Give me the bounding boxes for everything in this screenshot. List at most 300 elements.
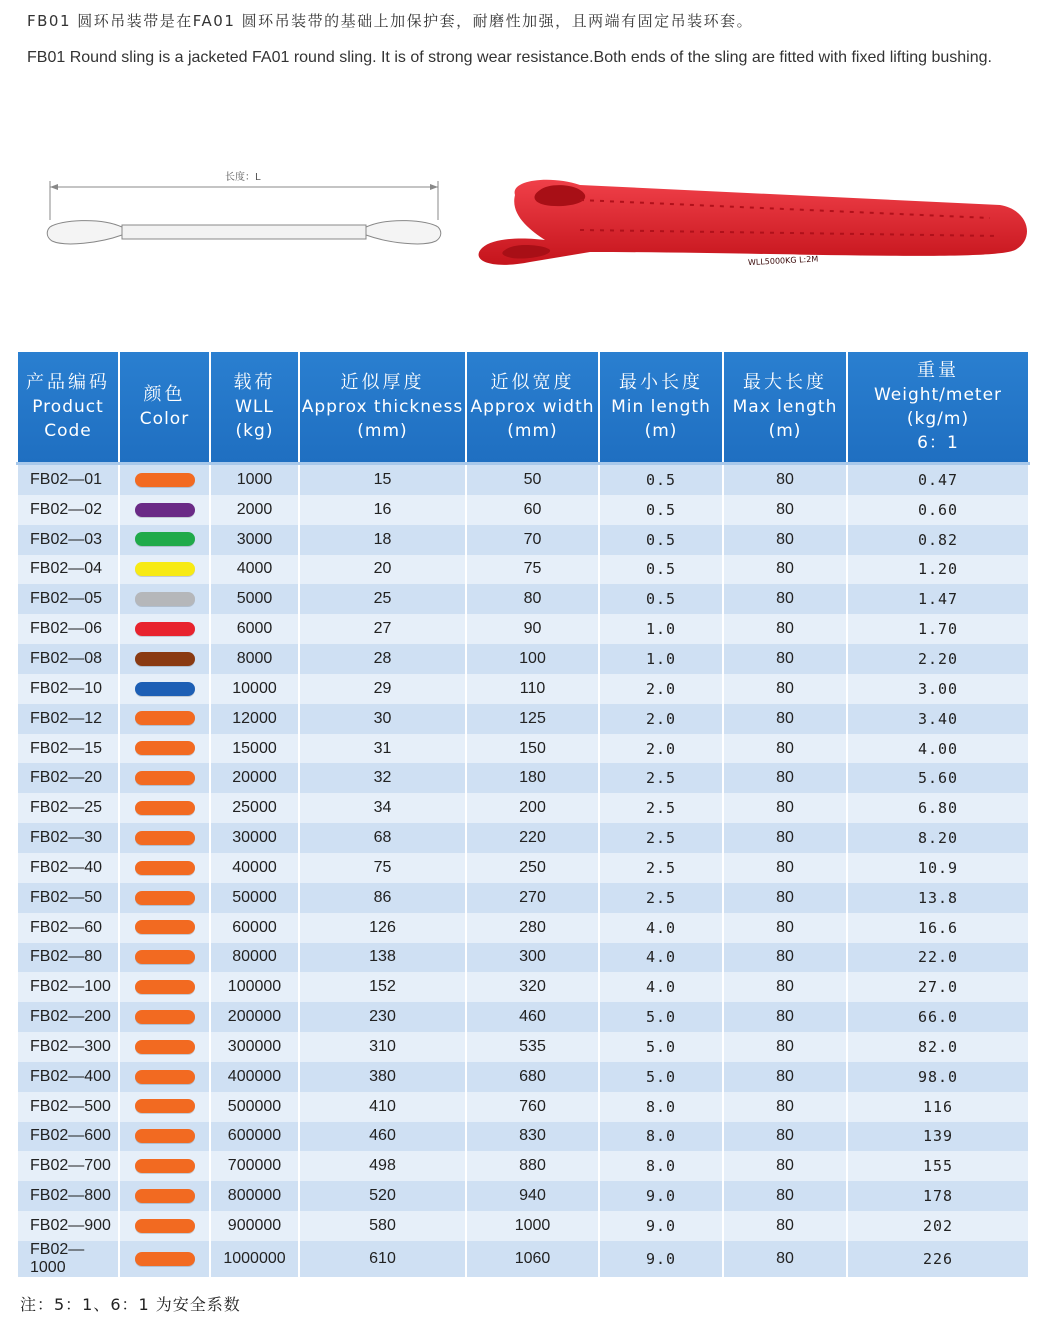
weight-value: 0.47 xyxy=(847,464,1029,495)
weight-value: 82.0 xyxy=(847,1032,1029,1062)
color-swatch xyxy=(119,495,210,525)
weight-value: 4.00 xyxy=(847,734,1029,764)
color-swatch xyxy=(119,525,210,555)
sling-label: WLL5000KG L:2M xyxy=(747,254,819,268)
product-code: FB02—800 xyxy=(17,1181,119,1211)
color-swatch-pill xyxy=(135,1189,195,1203)
weight-value: 0.82 xyxy=(847,525,1029,555)
min-length-value: 5.0 xyxy=(599,1002,723,1032)
product-code: FB02—300 xyxy=(17,1032,119,1062)
wll-value: 15000 xyxy=(210,734,299,764)
max-length-value: 80 xyxy=(723,883,847,913)
header-en1: Color xyxy=(139,409,190,429)
color-swatch-pill xyxy=(135,920,195,934)
color-swatch xyxy=(119,823,210,853)
header-en2: (m) xyxy=(644,421,678,441)
weight-value: 5.60 xyxy=(847,763,1029,793)
weight-value: 116 xyxy=(847,1092,1029,1122)
header-en1: Min length xyxy=(611,397,711,417)
max-length-value: 80 xyxy=(723,1181,847,1211)
weight-value: 22.0 xyxy=(847,943,1029,973)
table-row xyxy=(17,1241,1029,1277)
column-header xyxy=(299,352,466,464)
wll-value: 400000 xyxy=(210,1062,299,1092)
wll-value: 20000 xyxy=(210,763,299,793)
width-value: 70 xyxy=(466,525,599,555)
width-value: 320 xyxy=(466,972,599,1002)
weight-value: 2.20 xyxy=(847,644,1029,674)
table-row xyxy=(17,734,1029,764)
max-length-value: 80 xyxy=(723,644,847,674)
header-cn: 颜色 xyxy=(143,384,186,405)
color-swatch-pill xyxy=(135,1099,195,1113)
header-cn: 重量 xyxy=(917,360,959,381)
table-row xyxy=(17,1181,1029,1211)
table-row xyxy=(17,913,1029,943)
min-length-value: 1.0 xyxy=(599,614,723,644)
color-swatch-pill xyxy=(135,711,195,725)
wll-value: 600000 xyxy=(210,1122,299,1152)
table-body xyxy=(17,464,1029,1277)
color-swatch-pill xyxy=(135,562,195,576)
title-chinese: FB01 圆环吊装带是在FA01 圆环吊装带的基础上加保护套，耐磨性加强，且两端有固定吊装环套。 xyxy=(27,12,754,30)
product-code: FB02—100 xyxy=(17,972,119,1002)
product-code: FB02—400 xyxy=(17,1062,119,1092)
header-en1: WLL xyxy=(235,397,274,417)
min-length-value: 9.0 xyxy=(599,1181,723,1211)
wll-value: 3000 xyxy=(210,525,299,555)
color-swatch xyxy=(119,1062,210,1092)
max-length-value: 80 xyxy=(723,704,847,734)
header-en1: Max length xyxy=(732,397,838,417)
weight-value: 155 xyxy=(847,1151,1029,1181)
min-length-value: 0.5 xyxy=(599,525,723,555)
header-en1: Approx thickness xyxy=(301,397,464,417)
thickness-value: 27 xyxy=(299,614,466,644)
color-swatch-pill xyxy=(135,1159,195,1173)
weight-value: 1.47 xyxy=(847,584,1029,614)
color-swatch-pill xyxy=(135,1252,195,1266)
color-swatch xyxy=(119,1241,210,1277)
min-length-value: 5.0 xyxy=(599,1032,723,1062)
header-en2: (mm) xyxy=(507,421,558,441)
thickness-value: 498 xyxy=(299,1151,466,1181)
weight-value: 3.40 xyxy=(847,704,1029,734)
width-value: 760 xyxy=(466,1092,599,1122)
width-value: 830 xyxy=(466,1122,599,1152)
max-length-value: 80 xyxy=(723,823,847,853)
table-row xyxy=(17,704,1029,734)
max-length-value: 80 xyxy=(723,913,847,943)
weight-value: 10.9 xyxy=(847,853,1029,883)
color-swatch xyxy=(119,1002,210,1032)
max-length-value: 80 xyxy=(723,495,847,525)
width-value: 460 xyxy=(466,1002,599,1032)
wll-value: 8000 xyxy=(210,644,299,674)
weight-value: 202 xyxy=(847,1211,1029,1241)
thickness-value: 126 xyxy=(299,913,466,943)
color-swatch xyxy=(119,644,210,674)
thickness-value: 86 xyxy=(299,883,466,913)
weight-value: 1.70 xyxy=(847,614,1029,644)
max-length-value: 80 xyxy=(723,614,847,644)
color-swatch xyxy=(119,1181,210,1211)
weight-value: 13.8 xyxy=(847,883,1029,913)
min-length-value: 2.5 xyxy=(599,823,723,853)
min-length-value: 2.0 xyxy=(599,674,723,704)
header-en2: (kg) xyxy=(235,421,274,441)
product-code: FB02—25 xyxy=(17,793,119,823)
table-row xyxy=(17,1122,1029,1152)
weight-value: 3.00 xyxy=(847,674,1029,704)
max-length-value: 80 xyxy=(723,674,847,704)
width-value: 180 xyxy=(466,763,599,793)
wll-value: 500000 xyxy=(210,1092,299,1122)
weight-value: 8.20 xyxy=(847,823,1029,853)
product-code: FB02—500 xyxy=(17,1092,119,1122)
color-swatch-pill xyxy=(135,861,195,875)
thickness-value: 580 xyxy=(299,1211,466,1241)
width-value: 110 xyxy=(466,674,599,704)
max-length-value: 80 xyxy=(723,972,847,1002)
wll-value: 4000 xyxy=(210,555,299,585)
thickness-value: 20 xyxy=(299,555,466,585)
color-swatch-pill xyxy=(135,1219,195,1233)
header-en2: (kg/m) xyxy=(906,409,970,429)
product-code: FB02—60 xyxy=(17,913,119,943)
min-length-value: 5.0 xyxy=(599,1062,723,1092)
header-cn: 最小长度 xyxy=(619,372,703,393)
product-code: FB02—15 xyxy=(17,734,119,764)
column-header xyxy=(210,352,299,464)
product-code: FB02—05 xyxy=(17,584,119,614)
min-length-value: 8.0 xyxy=(599,1151,723,1181)
thickness-value: 31 xyxy=(299,734,466,764)
color-swatch xyxy=(119,464,210,495)
thickness-value: 310 xyxy=(299,1032,466,1062)
thickness-value: 18 xyxy=(299,525,466,555)
table-row xyxy=(17,853,1029,883)
thickness-value: 25 xyxy=(299,584,466,614)
wll-value: 200000 xyxy=(210,1002,299,1032)
wll-value: 80000 xyxy=(210,943,299,973)
table-row xyxy=(17,495,1029,525)
thickness-value: 610 xyxy=(299,1241,466,1277)
product-code: FB02—700 xyxy=(17,1151,119,1181)
color-swatch-pill xyxy=(135,741,195,755)
color-swatch xyxy=(119,943,210,973)
width-value: 535 xyxy=(466,1032,599,1062)
header-en2: Code xyxy=(44,421,92,441)
color-swatch xyxy=(119,972,210,1002)
color-swatch-pill xyxy=(135,950,195,964)
min-length-value: 4.0 xyxy=(599,913,723,943)
color-swatch xyxy=(119,1032,210,1062)
table-row xyxy=(17,464,1029,495)
weight-value: 27.0 xyxy=(847,972,1029,1002)
min-length-value: 2.5 xyxy=(599,853,723,883)
table-row xyxy=(17,1002,1029,1032)
width-value: 60 xyxy=(466,495,599,525)
title-english: FB01 Round sling is a jacketed FA01 round sling. It is of strong wear resistance.Both ends of the sling are fitted with fixed lifting bushing. xyxy=(27,49,992,66)
width-value: 200 xyxy=(466,793,599,823)
color-swatch xyxy=(119,1151,210,1181)
wll-value: 50000 xyxy=(210,883,299,913)
min-length-value: 0.5 xyxy=(599,584,723,614)
max-length-value: 80 xyxy=(723,464,847,495)
color-swatch xyxy=(119,614,210,644)
thickness-value: 16 xyxy=(299,495,466,525)
table-row xyxy=(17,1211,1029,1241)
max-length-value: 80 xyxy=(723,1241,847,1277)
weight-value: 0.60 xyxy=(847,495,1029,525)
table-header-row xyxy=(17,352,1029,464)
max-length-value: 80 xyxy=(723,763,847,793)
color-swatch xyxy=(119,1092,210,1122)
table-row xyxy=(17,644,1029,674)
max-length-value: 80 xyxy=(723,1092,847,1122)
min-length-value: 0.5 xyxy=(599,495,723,525)
product-code: FB02—80 xyxy=(17,943,119,973)
thickness-value: 75 xyxy=(299,853,466,883)
max-length-value: 80 xyxy=(723,1002,847,1032)
width-value: 1060 xyxy=(466,1241,599,1277)
max-length-value: 80 xyxy=(723,1032,847,1062)
wll-value: 12000 xyxy=(210,704,299,734)
color-swatch xyxy=(119,763,210,793)
width-value: 125 xyxy=(466,704,599,734)
header-en2: (mm) xyxy=(357,421,408,441)
weight-value: 1.20 xyxy=(847,555,1029,585)
color-swatch-pill xyxy=(135,801,195,815)
thickness-value: 28 xyxy=(299,644,466,674)
header-en1: Approx width xyxy=(470,397,595,417)
wll-value: 60000 xyxy=(210,913,299,943)
color-swatch-pill xyxy=(135,891,195,905)
weight-value: 16.6 xyxy=(847,913,1029,943)
min-length-value: 2.5 xyxy=(599,793,723,823)
table-row xyxy=(17,1092,1029,1122)
color-swatch-pill xyxy=(135,682,195,696)
thickness-value: 15 xyxy=(299,464,466,495)
table-row xyxy=(17,1062,1029,1092)
width-value: 280 xyxy=(466,913,599,943)
min-length-value: 2.5 xyxy=(599,883,723,913)
min-length-value: 4.0 xyxy=(599,972,723,1002)
product-code: FB02—900 xyxy=(17,1211,119,1241)
wll-value: 30000 xyxy=(210,823,299,853)
wll-value: 25000 xyxy=(210,793,299,823)
wll-value: 300000 xyxy=(210,1032,299,1062)
min-length-value: 0.5 xyxy=(599,555,723,585)
color-swatch-pill xyxy=(135,503,195,517)
product-code: FB02—40 xyxy=(17,853,119,883)
width-value: 940 xyxy=(466,1181,599,1211)
min-length-value: 2.5 xyxy=(599,763,723,793)
max-length-value: 80 xyxy=(723,1211,847,1241)
product-code: FB02—03 xyxy=(17,525,119,555)
spec-table xyxy=(16,352,1030,1277)
min-length-value: 1.0 xyxy=(599,644,723,674)
wll-value: 900000 xyxy=(210,1211,299,1241)
wll-value: 700000 xyxy=(210,1151,299,1181)
wll-value: 800000 xyxy=(210,1181,299,1211)
min-length-value: 4.0 xyxy=(599,943,723,973)
color-swatch-pill xyxy=(135,1010,195,1024)
weight-value: 226 xyxy=(847,1241,1029,1277)
thickness-value: 410 xyxy=(299,1092,466,1122)
color-swatch xyxy=(119,793,210,823)
length-label: 长度：L xyxy=(225,172,261,183)
header-cn: 近似宽度 xyxy=(490,372,575,393)
min-length-value: 9.0 xyxy=(599,1241,723,1277)
product-code: FB02—600 xyxy=(17,1122,119,1152)
table-row xyxy=(17,763,1029,793)
column-header xyxy=(17,352,119,464)
color-swatch xyxy=(119,584,210,614)
red-round-sling-photo xyxy=(470,170,1035,290)
product-code: FB02—50 xyxy=(17,883,119,913)
max-length-value: 80 xyxy=(723,525,847,555)
min-length-value: 0.5 xyxy=(599,464,723,495)
thickness-value: 34 xyxy=(299,793,466,823)
color-swatch xyxy=(119,734,210,764)
weight-value: 139 xyxy=(847,1122,1029,1152)
color-swatch-pill xyxy=(135,771,195,785)
thickness-value: 32 xyxy=(299,763,466,793)
max-length-value: 80 xyxy=(723,555,847,585)
width-value: 250 xyxy=(466,853,599,883)
width-value: 270 xyxy=(466,883,599,913)
color-swatch-pill xyxy=(135,1129,195,1143)
product-code: FB02—200 xyxy=(17,1002,119,1032)
wll-value: 100000 xyxy=(210,972,299,1002)
thickness-value: 68 xyxy=(299,823,466,853)
color-swatch-pill xyxy=(135,652,195,666)
table-row xyxy=(17,793,1029,823)
table-row xyxy=(17,1151,1029,1181)
color-swatch xyxy=(119,1122,210,1152)
color-swatch-pill xyxy=(135,622,195,636)
spec-table-container xyxy=(16,352,1028,1277)
header-cn: 最大长度 xyxy=(743,372,827,393)
max-length-value: 80 xyxy=(723,1151,847,1181)
header-en1: Product xyxy=(32,397,104,417)
max-length-value: 80 xyxy=(723,1062,847,1092)
wll-value: 2000 xyxy=(210,495,299,525)
width-value: 75 xyxy=(466,555,599,585)
width-value: 100 xyxy=(466,644,599,674)
header-en3: 6：1 xyxy=(917,433,959,453)
min-length-value: 8.0 xyxy=(599,1122,723,1152)
color-swatch-pill xyxy=(135,592,195,606)
max-length-value: 80 xyxy=(723,853,847,883)
product-code: FB02—04 xyxy=(17,555,119,585)
header-en1: Weight/meter xyxy=(873,385,1003,405)
weight-value: 6.80 xyxy=(847,793,1029,823)
header-cn: 近似厚度 xyxy=(340,372,425,393)
max-length-value: 80 xyxy=(723,734,847,764)
width-value: 220 xyxy=(466,823,599,853)
color-swatch-pill xyxy=(135,532,195,546)
width-value: 150 xyxy=(466,734,599,764)
table-row xyxy=(17,674,1029,704)
column-header xyxy=(847,352,1029,464)
table-row xyxy=(17,555,1029,585)
weight-value: 98.0 xyxy=(847,1062,1029,1092)
safety-factor-note: 注：5：1、6：1 为安全系数 xyxy=(20,1295,241,1314)
color-swatch xyxy=(119,853,210,883)
header-cn: 载荷 xyxy=(233,372,276,393)
wll-value: 10000 xyxy=(210,674,299,704)
table-row xyxy=(17,614,1029,644)
color-swatch xyxy=(119,704,210,734)
weight-value: 178 xyxy=(847,1181,1029,1211)
min-length-value: 8.0 xyxy=(599,1092,723,1122)
wll-value: 6000 xyxy=(210,614,299,644)
width-value: 880 xyxy=(466,1151,599,1181)
wll-value: 5000 xyxy=(210,584,299,614)
table-row xyxy=(17,972,1029,1002)
thickness-value: 152 xyxy=(299,972,466,1002)
color-swatch-pill xyxy=(135,980,195,994)
thickness-value: 230 xyxy=(299,1002,466,1032)
thickness-value: 520 xyxy=(299,1181,466,1211)
min-length-value: 2.0 xyxy=(599,704,723,734)
width-value: 50 xyxy=(466,464,599,495)
width-value: 300 xyxy=(466,943,599,973)
weight-value: 66.0 xyxy=(847,1002,1029,1032)
max-length-value: 80 xyxy=(723,1122,847,1152)
product-code: FB02—01 xyxy=(17,464,119,495)
color-swatch-pill xyxy=(135,831,195,845)
color-swatch-pill xyxy=(135,1070,195,1084)
color-swatch xyxy=(119,913,210,943)
thickness-value: 138 xyxy=(299,943,466,973)
thickness-value: 30 xyxy=(299,704,466,734)
column-header xyxy=(599,352,723,464)
color-swatch xyxy=(119,555,210,585)
product-code: FB02—06 xyxy=(17,614,119,644)
max-length-value: 80 xyxy=(723,584,847,614)
sling-dimension-diagram xyxy=(40,165,450,255)
product-code: FB02—1000 xyxy=(17,1241,119,1277)
max-length-value: 80 xyxy=(723,943,847,973)
header-en2: (m) xyxy=(768,421,802,441)
width-value: 90 xyxy=(466,614,599,644)
product-code: FB02—10 xyxy=(17,674,119,704)
column-header xyxy=(466,352,599,464)
column-header xyxy=(723,352,847,464)
thickness-value: 460 xyxy=(299,1122,466,1152)
color-swatch xyxy=(119,674,210,704)
product-code: FB02—08 xyxy=(17,644,119,674)
wll-value: 1000000 xyxy=(210,1241,299,1277)
thickness-value: 380 xyxy=(299,1062,466,1092)
color-swatch-pill xyxy=(135,1040,195,1054)
max-length-value: 80 xyxy=(723,793,847,823)
thickness-value: 29 xyxy=(299,674,466,704)
table-row xyxy=(17,943,1029,973)
table-row xyxy=(17,823,1029,853)
color-swatch-pill xyxy=(135,473,195,487)
column-header xyxy=(119,352,210,464)
width-value: 680 xyxy=(466,1062,599,1092)
product-code: FB02—12 xyxy=(17,704,119,734)
product-code: FB02—20 xyxy=(17,763,119,793)
width-value: 80 xyxy=(466,584,599,614)
product-code: FB02—02 xyxy=(17,495,119,525)
